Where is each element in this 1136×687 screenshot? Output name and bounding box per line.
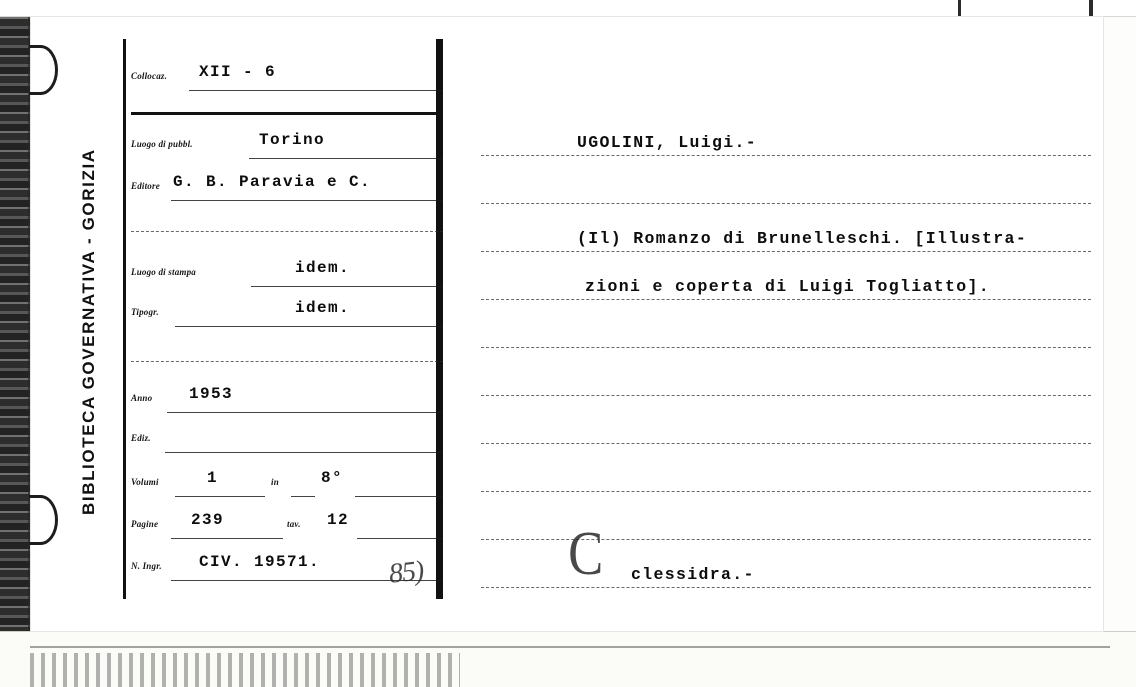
- entry-title-line-1: (Il) Romanzo di Brunelleschi. [Illustra-: [577, 229, 1028, 248]
- entry-author: UGOLINI, Luigi.-: [577, 133, 758, 152]
- rule: [357, 538, 443, 539]
- left-data-column: [131, 51, 449, 611]
- field-value-place-of-printing: idem.: [295, 259, 351, 277]
- field-pages: [131, 513, 443, 539]
- field-shelfmark: [131, 65, 443, 91]
- field-value-shelfmark: XII - 6: [199, 63, 277, 81]
- field-value-year: 1953: [189, 385, 234, 403]
- entry-subject-heading: clessidra.-: [631, 565, 755, 584]
- library-name-vertical: BIBLIOTECA GOVERNATIVA - GORIZIA: [79, 148, 98, 516]
- rule: [249, 158, 443, 159]
- rule: [481, 251, 1091, 252]
- rule: [481, 443, 1091, 444]
- rule: [251, 286, 443, 287]
- rule: [165, 452, 443, 453]
- field-label-place-of-publication: Luogo di pubbl.: [131, 139, 193, 149]
- field-label-plates: tav.: [287, 519, 301, 529]
- film-top-strip: [0, 0, 1136, 17]
- film-edge-left: [0, 0, 30, 687]
- field-volumes: [131, 471, 443, 497]
- field-place-of-printing: [131, 261, 443, 287]
- field-edition: [131, 427, 443, 453]
- field-printer: [131, 301, 443, 327]
- vertical-rule-left: [123, 39, 126, 599]
- rule: [167, 412, 443, 413]
- separator-thick: [131, 112, 443, 115]
- right-entry-column: [481, 51, 1091, 611]
- rule: [175, 326, 443, 327]
- rule: [481, 155, 1091, 156]
- field-value-volumes: 1: [207, 469, 219, 487]
- rule-blank: [131, 361, 443, 362]
- rule: [175, 496, 265, 497]
- field-label-printer: Tipogr.: [131, 307, 159, 317]
- pencil-annotation-number: 85): [387, 555, 425, 590]
- field-label-accession-number: N. Ingr.: [131, 561, 162, 571]
- field-year: [131, 387, 443, 413]
- catalogue-card: [30, 16, 1104, 632]
- rule: [171, 538, 283, 539]
- rule: [481, 203, 1091, 204]
- rule: [481, 491, 1091, 492]
- field-label-publisher: Editore: [131, 181, 160, 191]
- rule: [291, 496, 315, 497]
- rule-blank: [131, 231, 443, 232]
- punch-hole-bottom: [29, 495, 58, 545]
- entry-title-line-2: zioni e coperta di Luigi Togliatto].: [585, 277, 991, 296]
- film-bottom-noise: [30, 653, 460, 687]
- field-place-of-publication: [131, 133, 443, 159]
- rule: [171, 200, 443, 201]
- field-label-place-of-printing: Luogo di stampa: [131, 267, 197, 277]
- field-label-year: Anno: [131, 393, 153, 403]
- rule: [189, 90, 443, 91]
- field-value-format: 8°: [321, 469, 344, 487]
- field-label-shelfmark: Collocaz.: [131, 71, 168, 81]
- field-value-place-of-publication: Torino: [259, 131, 326, 149]
- field-value-printer: idem.: [295, 299, 351, 317]
- field-label-volumes: Volumi: [131, 477, 159, 487]
- field-label-format: in: [271, 477, 279, 487]
- punch-hole-top: [29, 45, 58, 95]
- rule: [481, 395, 1091, 396]
- pencil-annotation-bracket: C: [568, 520, 604, 588]
- rule: [355, 496, 443, 497]
- field-value-plates: 12: [327, 511, 350, 529]
- field-label-pages: Pagine: [131, 519, 159, 529]
- field-publisher: [131, 175, 443, 201]
- field-value-pages: 239: [191, 511, 225, 529]
- field-value-publisher: G. B. Paravia e C.: [173, 173, 372, 191]
- rule: [481, 299, 1091, 300]
- field-label-edition: Ediz.: [131, 433, 151, 443]
- field-value-accession-number: CIV. 19571.: [199, 553, 321, 571]
- rule: [481, 347, 1091, 348]
